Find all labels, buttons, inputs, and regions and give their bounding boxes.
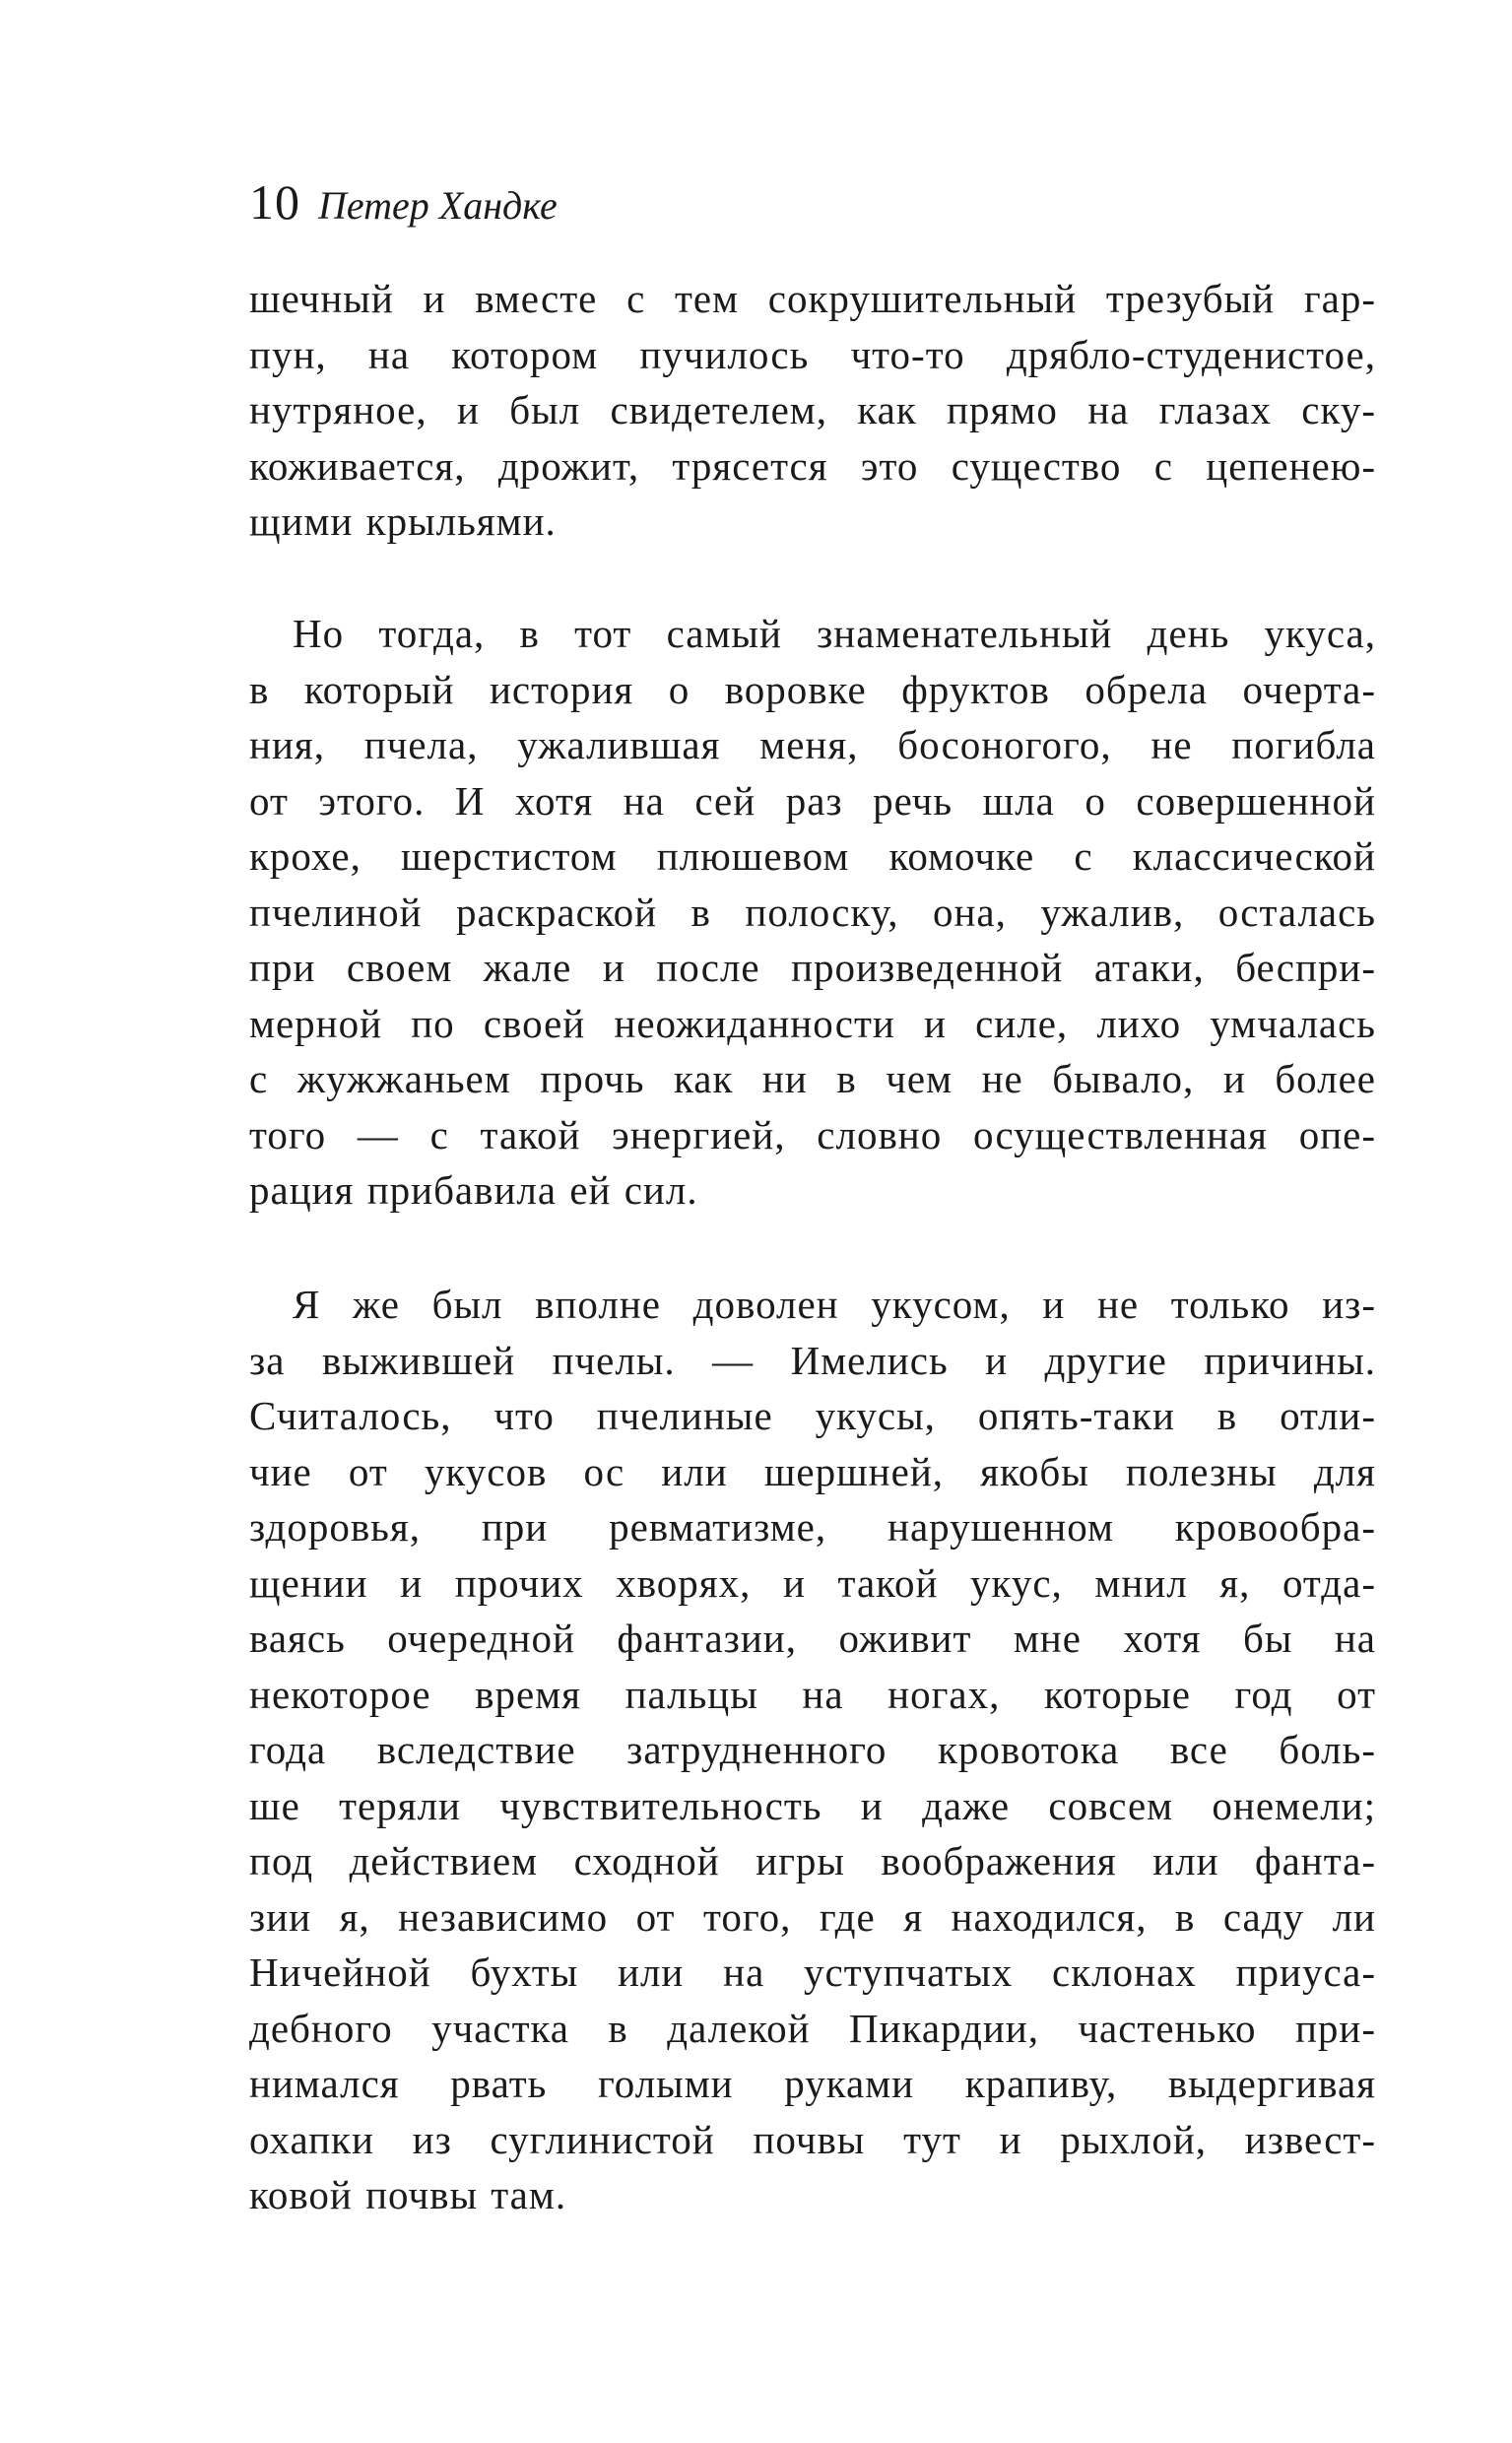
text-line: с жужжаньем прочь как ни в чем не бывало, и более	[249, 1056, 1376, 1101]
text-line: охапки из суглинистой почвы тут и рыхлой, извест-	[249, 2116, 1376, 2162]
paragraph-2	[249, 606, 1376, 1219]
text-line: за выжившей пчелы. — Имелись и другие причины.	[249, 1337, 1376, 1383]
text-line: ше теряли чувствительность и даже совсем онемели;	[249, 1782, 1376, 1828]
text-line: ваясь очередной фантазии, оживит мне хотя бы на	[249, 1616, 1376, 1661]
text-line: нутряное, и был свидетелем, как прямо на глазах ску-	[249, 387, 1376, 432]
text-line: пчелиной раскраской в полоску, она, ужалив, осталась	[249, 889, 1376, 935]
text-line: крохе, шерстистом плюшевом комочке с классической	[249, 833, 1376, 879]
text-line: в который история о воровке фруктов обрела очерта-	[249, 666, 1376, 712]
text-line: ния, пчела, ужалившая меня, босоногого, не погибла	[249, 722, 1376, 767]
text-line: года вследствие затрудненного кровотока все боль-	[249, 1727, 1376, 1772]
text-line: под действием сходной игры воображения или фанта-	[249, 1838, 1376, 1883]
text-line: шечный и вместе с тем сокрушительный трезубый гар-	[249, 276, 1376, 321]
text-line: мерной по своей неожиданности и силе, лихо умчалась	[249, 1000, 1376, 1046]
text-line: рация прибавила ей сил.	[249, 1167, 698, 1213]
text-line: при своем жале и после произведенной атаки, беспри-	[249, 945, 1376, 990]
text-line: от этого. И хотя на сей раз речь шла о совершенной	[249, 777, 1376, 824]
text-line: пун, на котором пучилось что-то дрябло-студенистое,	[249, 331, 1376, 377]
paragraph-1	[249, 271, 1376, 550]
text-line: ковой почвы там.	[249, 2172, 567, 2217]
text-line: Ничейной бухты или на уступчатых склонах приуса-	[249, 1949, 1376, 1995]
text-line: нимался рвать голыми руками крапиву, выдергивая	[249, 2061, 1376, 2106]
text-line: здоровья, при ревматизме, нарушенном кровообра-	[249, 1504, 1376, 1550]
paragraph-3	[249, 1277, 1376, 2223]
text-line: Но тогда, в тот самый знаменательный день укуса,	[293, 611, 1376, 656]
text-line: щими крыльями.	[249, 498, 557, 544]
text-line: того — с такой энергией, словно осуществленная опе-	[249, 1111, 1376, 1157]
text-line: Считалось, что пчелиные укусы, опять-таки в отли-	[249, 1393, 1376, 1438]
text-line: Я же был вполне доволен укусом, и не только из-	[293, 1282, 1376, 1327]
text-line: дебного участка в далекой Пикардии, частенько при-	[249, 2005, 1376, 2051]
page-header	[249, 173, 558, 231]
text-line: чие от укусов ос или шершней, якобы полезны для	[249, 1448, 1376, 1494]
text-line: коживается, дрожит, трясется это существо с цепенею-	[249, 442, 1376, 489]
text-line: зии я, независимо от того, где я находился, в саду ли	[249, 1893, 1376, 1940]
page-number: 10	[249, 174, 300, 230]
text-line: щении и прочих хворях, и такой укус, мнил я, отда-	[249, 1559, 1376, 1606]
running-head-author: Петер Хандке	[318, 183, 558, 228]
text-line: некоторое время пальцы на ногах, которые год от	[249, 1671, 1376, 1717]
